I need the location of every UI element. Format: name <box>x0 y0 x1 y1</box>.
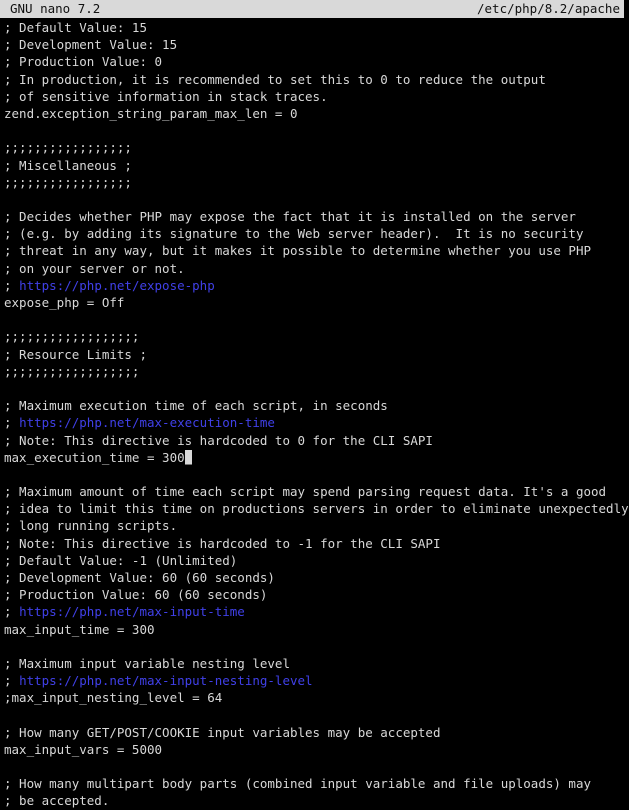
editor-line <box>4 758 620 775</box>
editor-line: ; Note: This directive is hardcoded to -1 for the CLI SAPI <box>4 535 441 551</box>
editor-line: ; Development Value: 15 <box>4 37 178 53</box>
editor-line: ; Miscellaneous ; <box>4 157 132 173</box>
editor-text-area[interactable] <box>0 18 629 810</box>
editor-line <box>4 414 620 431</box>
editor-line: ; (e.g. by adding its signature to the Web server header). It is no security <box>4 226 584 242</box>
editor-line <box>4 122 620 139</box>
editor-line: ; on your server or not. <box>4 260 185 276</box>
editor-line <box>4 449 620 466</box>
editor-line: ; Maximum amount of time each script may spend parsing request data. It's a good <box>4 484 607 500</box>
titlebar <box>0 0 624 18</box>
url-text: https://php.net/expose-php <box>19 277 215 293</box>
editor-line: ; Default Value: 15 <box>4 20 147 35</box>
url-text: https://php.net/max-input-time <box>19 604 245 620</box>
line-text: ; <box>4 415 20 431</box>
editor-line <box>4 466 620 483</box>
editor-line <box>4 707 620 724</box>
editor-line: ; How many GET/POST/COOKIE input variables may be accepted <box>4 724 441 740</box>
editor-line: ;;;;;;;;;;;;;;;;; <box>4 140 132 156</box>
editor-line: expose_php = Off <box>4 295 125 310</box>
editor-line: ;;;;;;;;;;;;;;;;;; <box>4 363 140 379</box>
file-path-label: /etc/php/8.2/apache <box>477 1 620 16</box>
line-text: max_execution_time = 300 <box>4 449 185 465</box>
editor-line: max_input_vars = 5000 <box>4 741 163 757</box>
editor-line: ; Default Value: -1 (Unlimited) <box>4 552 238 568</box>
editor-line: ; of sensitive information in stack traces. <box>4 88 328 104</box>
app-title: GNU nano 7.2 <box>10 1 101 16</box>
line-text: ; <box>4 277 20 293</box>
editor-line <box>4 380 620 397</box>
editor-line: ; idea to limit this time on productions servers in order to eliminate unexpectedly <box>4 501 629 517</box>
line-text: ; <box>4 673 20 689</box>
editor-line: ; Maximum input variable nesting level <box>4 655 290 671</box>
editor-line <box>4 672 620 689</box>
editor-line: ; long running scripts. <box>4 518 178 534</box>
editor-line: ; How many multipart body parts (combined input variable and file uploads) may <box>4 776 591 792</box>
url-text: https://php.net/max-execution-time <box>19 415 275 431</box>
editor-line: ; Resource Limits ; <box>4 346 147 362</box>
editor-line: ;;;;;;;;;;;;;;;;; <box>4 174 132 190</box>
editor-line: ; Production Value: 0 <box>4 54 163 70</box>
editor-line: ; In production, it is recommended to set this to 0 to reduce the output <box>4 71 546 87</box>
editor-line: ; Note: This directive is hardcoded to 0 for the CLI SAPI <box>4 432 433 448</box>
editor-line: ; Decides whether PHP may expose the fact that it is installed on the server <box>4 209 576 225</box>
editor-line: ; Production Value: 60 (60 seconds) <box>4 587 268 603</box>
text-cursor: _ <box>184 449 193 465</box>
editor-line <box>4 603 620 620</box>
editor-line: ;max_input_nesting_level = 64 <box>4 690 223 706</box>
editor-line: ; Maximum execution time of each script, in seconds <box>4 398 388 414</box>
editor-line <box>4 277 620 294</box>
editor-line: ;;;;;;;;;;;;;;;;;; <box>4 329 140 345</box>
editor-line: ; be accepted. <box>4 793 110 809</box>
url-text: https://php.net/max-input-nesting-level <box>19 673 313 689</box>
editor-line: zend.exception_string_param_max_len = 0 <box>4 105 298 121</box>
editor-line: max_input_time = 300 <box>4 621 155 637</box>
editor-line <box>4 191 620 208</box>
editor-line: ; Development Value: 60 (60 seconds) <box>4 570 275 585</box>
editor-line <box>4 638 620 655</box>
editor-line: ; threat in any way, but it makes it possible to determine whether you use PHP <box>4 243 591 259</box>
editor-line <box>4 311 620 328</box>
line-text: ; <box>4 604 20 620</box>
